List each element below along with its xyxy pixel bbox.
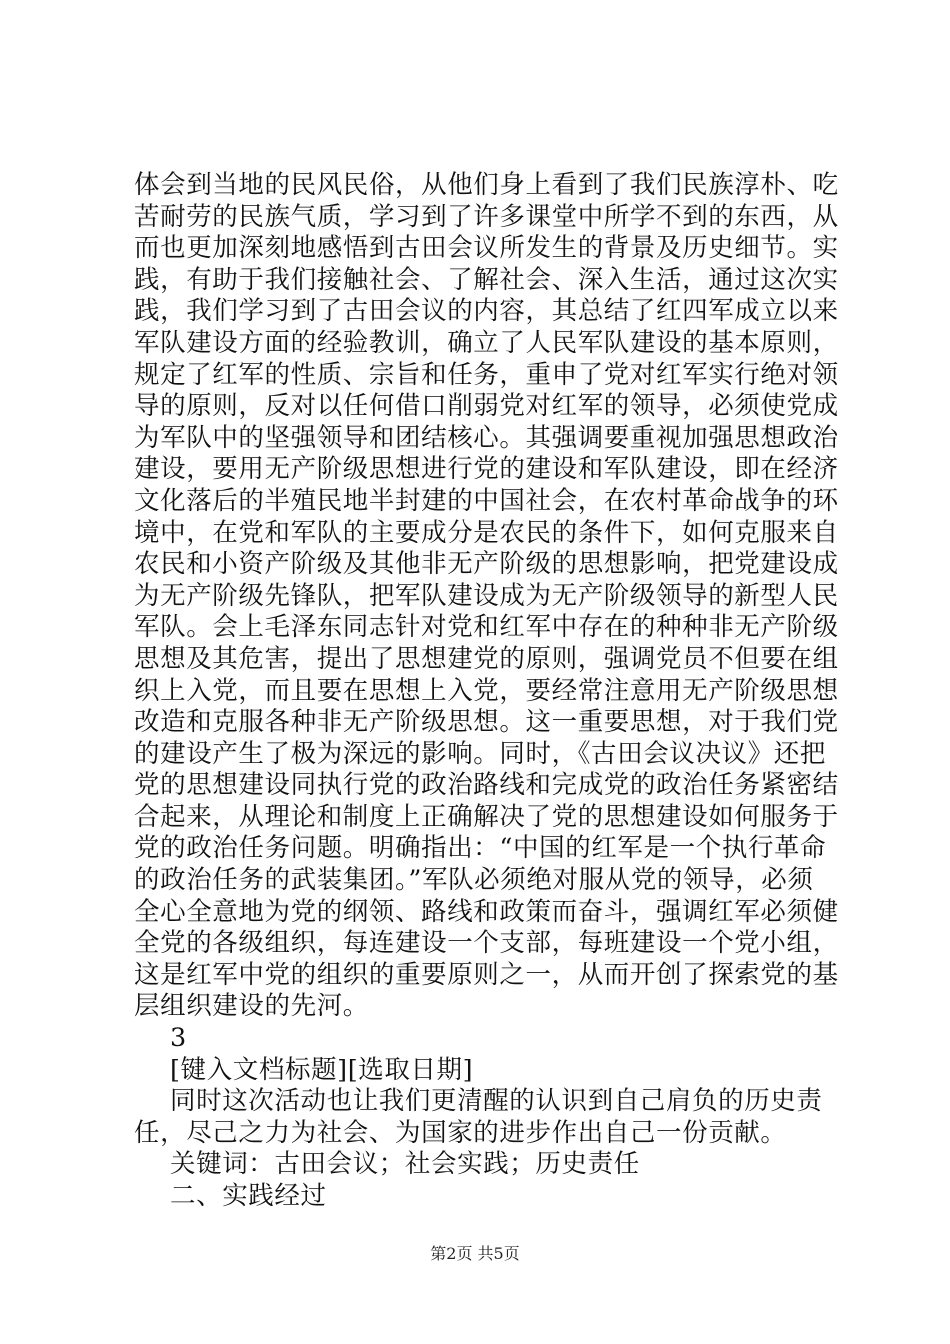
body-line: 全党的各级组织，每连建设一个支部，每班建设一个党小组， <box>134 928 839 959</box>
body-line: 苦耐劳的民族气质，学习到了许多课堂中所学不到的东西，从 <box>134 201 839 232</box>
body-line: 建设，要用无产阶级思想进行党的建设和军队建设，即在经济 <box>134 454 839 485</box>
body-line: 合起来，从理论和制度上正确解决了党的思想建设如何服务于 <box>134 801 839 832</box>
section-heading: 二、实践经过 <box>170 1181 327 1211</box>
body-line: 军队建设方面的经验教训，确立了人民军队建设的基本原则， <box>134 327 839 358</box>
page-number-footer: 第2页 共5页 <box>430 1244 520 1263</box>
body-line: 这是红军中党的组织的重要原则之一，从而开创了探索党的基 <box>134 959 839 990</box>
body-line: 改造和克服各种非无产阶级思想。这一重要思想，对于我们党 <box>134 707 839 738</box>
body-line: 文化落后的半殖民地半封建的中国社会，在农村革命战争的环 <box>134 485 839 516</box>
body-line: 为无产阶级先锋队，把军队建设成为无产阶级领导的新型人民 <box>134 580 839 611</box>
body-line: 思想及其危害，提出了思想建党的原则，强调党员不但要在组 <box>134 643 839 674</box>
body-line: 境中，在党和军队的主要成分是农民的条件下，如何克服来自 <box>134 517 839 548</box>
closing-line: 同时这次活动也让我们更清醒的认识到自己肩负的历史责 <box>170 1086 823 1117</box>
body-line: 党的思想建设同执行党的政治路线和完成党的政治任务紧密结 <box>134 770 839 801</box>
keywords-line: 关键词：古田会议；社会实践；历史责任 <box>170 1149 640 1180</box>
body-line: 全心全意地为党的纲领、路线和政策而奋斗，强调红军必须健 <box>134 896 839 927</box>
body-line: 而也更加深刻地感悟到古田会议所发生的背景及历史细节。实 <box>134 233 839 264</box>
body-line: 践，有助于我们接触社会、了解社会、深入生活，通过这次实 <box>134 264 839 295</box>
body-line: 层组织建设的先河。 <box>134 991 369 1022</box>
body-line: 体会到当地的民风民俗，从他们身上看到了我们民族淳朴、吃 <box>134 170 839 200</box>
body-line: 为军队中的坚强领导和团结核心。其强调要重视加强思想政治 <box>134 422 839 453</box>
body-line: 的政治任务的武装集团。”军队必须绝对服从党的领导，必须 <box>134 865 814 896</box>
document-body <box>134 170 839 1213</box>
header-placeholder: [键入文档标题][选取日期] <box>170 1054 474 1085</box>
body-line: 党的政治任务问题。明确指出：“中国的红军是一个执行革命 <box>134 833 827 864</box>
body-line: 规定了红军的性质、宗旨和任务，重申了党对红军实行绝对领 <box>134 359 839 390</box>
body-line: 导的原则，反对以任何借口削弱党对红军的领导，必须使党成 <box>134 391 839 422</box>
body-line: 军队。会上毛泽东同志针对党和红军中存在的种种非无产阶级 <box>134 612 839 643</box>
body-line: 践，我们学习到了古田会议的内容，其总结了红四军成立以来 <box>134 296 839 327</box>
page-marker: 3 <box>170 1023 187 1054</box>
closing-line: 任，尽己之力为社会、为国家的进步作出自己一份贡献。 <box>134 1117 787 1148</box>
body-line: 的建设产生了极为深远的影响。同时，《古田会议决议》还把 <box>134 738 826 769</box>
body-line: 织上入党，而且要在思想上入党，要经常注意用无产阶级思想 <box>134 675 839 706</box>
body-line: 农民和小资产阶级及其他非无产阶级的思想影响，把党建设成 <box>134 549 839 580</box>
